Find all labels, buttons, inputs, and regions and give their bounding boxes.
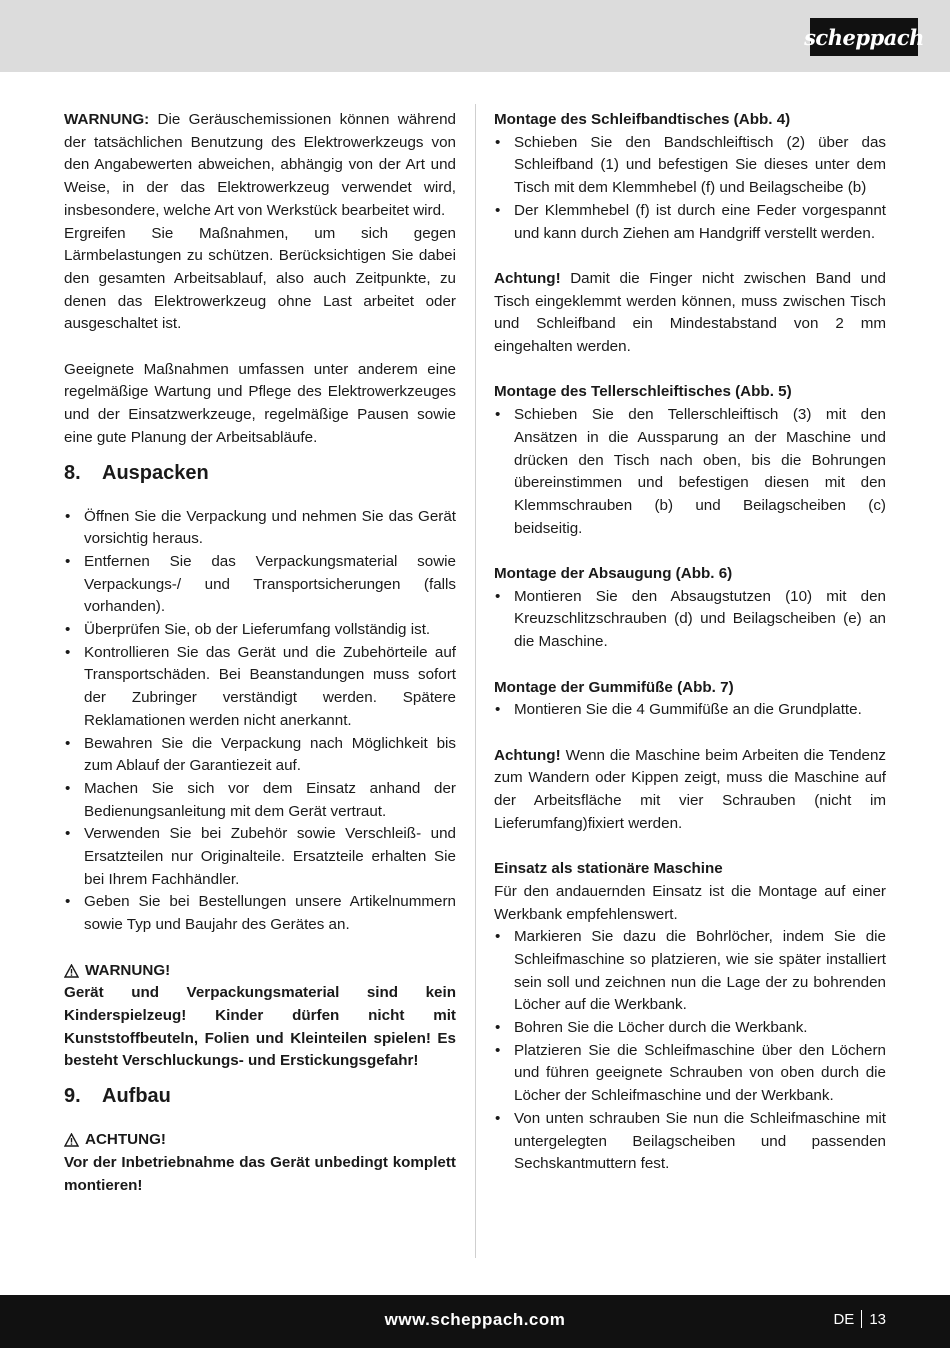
rubber-feet-list — [494, 699, 886, 722]
extraction-list — [494, 586, 886, 654]
unpacking-list — [64, 506, 456, 937]
warning-triangle-icon — [64, 1133, 79, 1147]
list-item: • Geben Sie bei Bestellungen unsere Artikelnummern sowie Typ und Baujahr des Gerätes an. — [64, 891, 456, 936]
stationary-list — [494, 926, 886, 1176]
belt-table-list — [494, 132, 886, 246]
right-column — [494, 109, 886, 1176]
list-item: • Bewahren Sie die Verpackung nach Möglichkeit bis zum Ablauf der Garantiezeit auf. — [64, 733, 456, 778]
list-item: • Platzieren Sie die Schleifmaschine über den Löchern und führen geeignete Schrauben von oben durch die Löcher der Schleifmaschine und der Werkbank. — [494, 1040, 886, 1108]
warning-text: Gerät und Verpackungsmaterial sind kein Kinderspielzeug! Kinder dürfen nicht mit Kunststoffbeuteln, Folien und Kleinteilen spielen! Es besteht Verschluckungs- und Erstickungsgefahr! — [64, 984, 456, 1070]
disc-table-list — [494, 404, 886, 540]
section-heading-auspacken — [64, 460, 456, 486]
list-item: • Verwenden Sie bei Zubehör sowie Verschleiß- und Ersatzteilen nur Originalteile. Ersatzteile erhalten Sie bei Ihrem Fachhändler. — [64, 823, 456, 891]
warning-triangle-icon — [64, 964, 79, 978]
language-code: DE — [833, 1310, 855, 1328]
list-item: • Überprüfen Sie, ob der Lieferumfang vollständig ist. — [64, 619, 456, 642]
subheading-disc-table: Montage des Tellerschleiftisches (Abb. 5) — [494, 383, 792, 401]
caution-text: Vor der Inbetriebnahme das Gerät unbedingt komplett montieren! — [64, 1153, 456, 1194]
section-number: 9. — [64, 1085, 81, 1108]
subheading-extraction: Montage der Absaugung (Abb. 6) — [494, 565, 733, 583]
suitable-measures-paragraph: Geeignete Maßnahmen umfassen unter anderem eine regelmäßige Wartung und Pflege des Elektrowerkzeuges und der Einsatzwerkzeuge, regelmäßige Pausen sowie eine gute Planung der Arbeitsabläufe. — [64, 360, 456, 446]
note-label: Achtung! — [494, 269, 561, 287]
left-column — [64, 109, 456, 1197]
subheading-stationary: Einsatz als stationäre Maschine — [494, 860, 723, 878]
section-title: Auspacken — [102, 461, 209, 484]
footer-website-link[interactable]: www.scheppach.com — [384, 1310, 566, 1329]
subheading-rubber-feet: Montage der Gummifüße (Abb. 7) — [494, 678, 734, 696]
list-item: • Montieren Sie den Absaugstutzen (10) mit den Kreuzschlitzschrauben (d) und Beilagscheiben (e) an die Maschine. — [494, 586, 886, 654]
list-item: • Machen Sie sich vor dem Einsatz anhand der Bedienungsanleitung mit dem Gerät vertraut. — [64, 778, 456, 823]
list-item: • Öffnen Sie die Verpackung und nehmen Sie das Gerät vorsichtig heraus. — [64, 506, 456, 551]
noise-warning-paragraph — [64, 109, 456, 223]
list-item: • Entfernen Sie das Verpackungsmaterial sowie Verpackungs-/ und Transportsicherungen (falls vorhanden). — [64, 551, 456, 619]
list-item: • Schieben Sie den Tellerschleiftisch (3) mit den Ansätzen in die Aussparung an der Maschine und drücken den Tisch nach oben, bis die Bohrungen übereinstimmen und befestigen diesen mit den Klemmschrauben (b) und Beilagscheiben (c) beidseitig. — [494, 404, 886, 540]
page-indicator — [833, 1310, 886, 1328]
page-separator — [861, 1310, 862, 1328]
list-item: • Von unten schrauben Sie nun die Schleifmaschine mit untergelegten Beilagscheiben und passenden Sechskantmuttern fest. — [494, 1108, 886, 1176]
warning-intro-text: Die Geräuschemissionen können während der tatsächlichen Benutzung des Elektrowerkzeugs von den Angabewerten abweichen, abhängig von der Art und Weise, in der das Elektrowerkzeug verwendet wird, insbesondere, welche Art von Werkstück bearbeitet wird. — [64, 111, 456, 219]
page-number: 13 — [869, 1310, 886, 1328]
list-item: • Der Klemmhebel (f) ist durch eine Feder vorgespannt und kann durch Ziehen am Handgriff verstellt werden. — [494, 200, 886, 245]
list-item: • Montieren Sie die 4 Gummifüße an die Grundplatte. — [494, 699, 886, 722]
warning-heading — [64, 960, 456, 983]
note-label: Achtung! — [494, 746, 561, 764]
belt-gap-note — [494, 268, 886, 359]
note-text: Damit die Finger nicht zwischen Band und Tisch eingeklemmt werden können, muss zwischen Tisch und Schleifband ein Mindestabstand von 2 mm eingehalten werden. — [494, 269, 886, 356]
section-heading-aufbau — [64, 1083, 456, 1109]
section-title: Aufbau — [102, 1085, 171, 1108]
list-item: • Bohren Sie die Löcher durch die Werkbank. — [494, 1017, 886, 1040]
warning-title: WARNUNG! — [85, 961, 171, 979]
section-number: 8. — [64, 461, 81, 484]
stationary-intro: Für den andauernden Einsatz ist die Montage auf einer Werkbank empfehlenswert. — [494, 882, 886, 923]
tipping-note — [494, 745, 886, 836]
warning-label: WARNUNG: — [64, 111, 150, 128]
footer-band — [0, 1295, 950, 1348]
note-text: Wenn die Maschine beim Arbeiten die Tendenz zum Wandern oder Kippen zeigt, muss die Maschine auf der Arbeitsfläche mit vier Schrauben (nicht im Lieferumfang)fixiert werden. — [494, 746, 886, 832]
noise-measures-paragraph: Ergreifen Sie Maßnahmen, um sich gegen Lärmbelastungen zu schützen. Berücksichtigen Sie dabei den gesamten Arbeitsablauf, also auch Zeitpunkte, zu denen das Elektrowerkzeug ohne Last arbeitet oder ausgeschaltet ist. — [64, 224, 456, 333]
list-item: • Kontrollieren Sie das Gerät und die Zubehörteile auf Transportschäden. Bei Beanstandungen muss sofort der Zubringer verständigt werden. Spätere Reklamationen werden nicht anerkannt. — [64, 642, 456, 733]
list-item: • Markieren Sie dazu die Bohrlöcher, indem Sie die Schleifmaschine so platzieren, wie sie später installiert sein soll und zeichnen nun die Lage der zu bohrenden Löcher auf die Werkbank. — [494, 926, 886, 1017]
column-divider — [475, 104, 476, 1258]
brand-logo: scheppach — [810, 18, 918, 56]
subheading-belt-table: Montage des Schleifbandtisches (Abb. 4) — [494, 111, 791, 128]
caution-title: ACHTUNG! — [85, 1131, 166, 1149]
list-item: • Schieben Sie den Bandschleiftisch (2) über das Schleifband (1) und befestigen Sie dieses unter dem Tisch mit dem Klemmhebel (f) und Beilagscheibe (b) — [494, 132, 886, 200]
caution-heading — [64, 1129, 456, 1152]
